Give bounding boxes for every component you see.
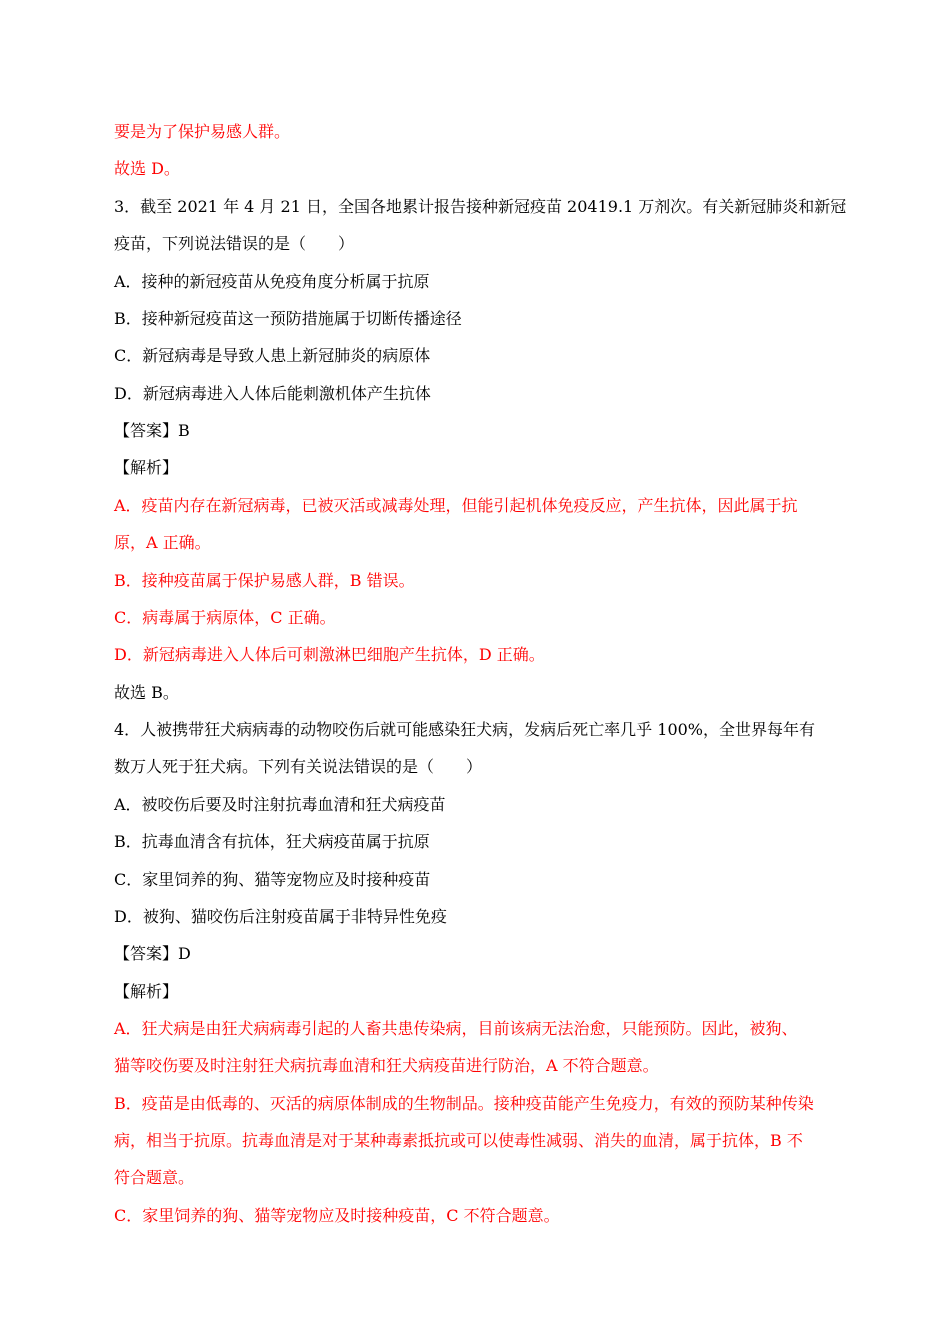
question-3-option-c: C．新冠病毒是导致人患上新冠肺炎的病原体: [114, 346, 431, 365]
question-3-answer: 【答案】B: [114, 421, 190, 440]
explanation-line: 要是为了保护易感人群。: [114, 122, 291, 141]
question-4-analysis-c: C．家里饲养的狗、猫等宠物应及时接种疫苗，C 不符合题意。: [114, 1206, 560, 1225]
question-4-stem-cont: 数万人死于狂犬病。下列有关说法错误的是（ ）: [114, 757, 483, 776]
question-3-stem: 3．截至 2021 年 4 月 21 日，全国各地累计报告接种新冠疫苗 20419.1 万剂次。有关新冠肺炎和新冠: [114, 197, 847, 216]
question-4-analysis-b-cont2: 符合题意。: [114, 1168, 195, 1187]
question-4-analysis-heading: 【解析】: [114, 982, 179, 1001]
question-4-stem: 4．人被携带狂犬病病毒的动物咬伤后就可能感染狂犬病，发病后死亡率几乎 100%，全世界每年有: [114, 720, 816, 739]
question-3-option-a: A．接种的新冠疫苗从免疫角度分析属于抗原: [114, 272, 430, 291]
question-4-analysis-a: A．狂犬病是由狂犬病病毒引起的人畜共患传染病，目前该病无法治愈，只能预防。因此，被狗、: [114, 1019, 798, 1038]
question-3-analysis-b: B．接种疫苗属于保护易感人群，B 错误。: [114, 571, 415, 590]
question-3-analysis-a-cont: 原，A 正确。: [114, 533, 211, 552]
question-3-analysis-a: A．疫苗内存在新冠病毒，已被灭活或减毒处理，但能引起机体免疫反应，产生抗体，因此属于抗: [114, 496, 798, 515]
question-4-analysis-b-cont: 病，相当于抗原。抗毒血清是对于某种毒素抵抗或可以使毒性减弱、消失的血清，属于抗体，B 不: [114, 1131, 803, 1150]
question-4-option-c: C．家里饲养的狗、猫等宠物应及时接种疫苗: [114, 870, 431, 889]
question-3-option-d: D．新冠病毒进入人体后能刺激机体产生抗体: [114, 384, 431, 403]
question-4-option-b: B．抗毒血清含有抗体，狂犬病疫苗属于抗原: [114, 832, 430, 851]
question-4-option-d: D．被狗、猫咬伤后注射疫苗属于非特异性免疫: [114, 907, 447, 926]
question-3-analysis-c: C．病毒属于病原体，C 正确。: [114, 608, 336, 627]
question-3-conclusion: 故选 B。: [114, 683, 179, 702]
question-4-analysis-a-cont: 猫等咬伤要及时注射狂犬病抗毒血清和狂犬病疫苗进行防治，A 不符合题意。: [114, 1056, 659, 1075]
question-3-analysis-heading: 【解析】: [114, 458, 179, 477]
conclusion-line: 故选 D。: [114, 159, 180, 178]
question-4-answer: 【答案】D: [114, 944, 191, 963]
question-4-option-a: A．被咬伤后要及时注射抗毒血清和狂犬病疫苗: [114, 795, 446, 814]
question-3-analysis-d: D．新冠病毒进入人体后可刺激淋巴细胞产生抗体，D 正确。: [114, 645, 545, 664]
question-3-option-b: B．接种新冠疫苗这一预防措施属于切断传播途径: [114, 309, 462, 328]
question-4-analysis-b: B．疫苗是由低毒的、灭活的病原体制成的生物制品。接种疫苗能产生免疫力，有效的预防某种传染: [114, 1094, 814, 1113]
question-3-stem-cont: 疫苗，下列说法错误的是（ ）: [114, 234, 355, 253]
